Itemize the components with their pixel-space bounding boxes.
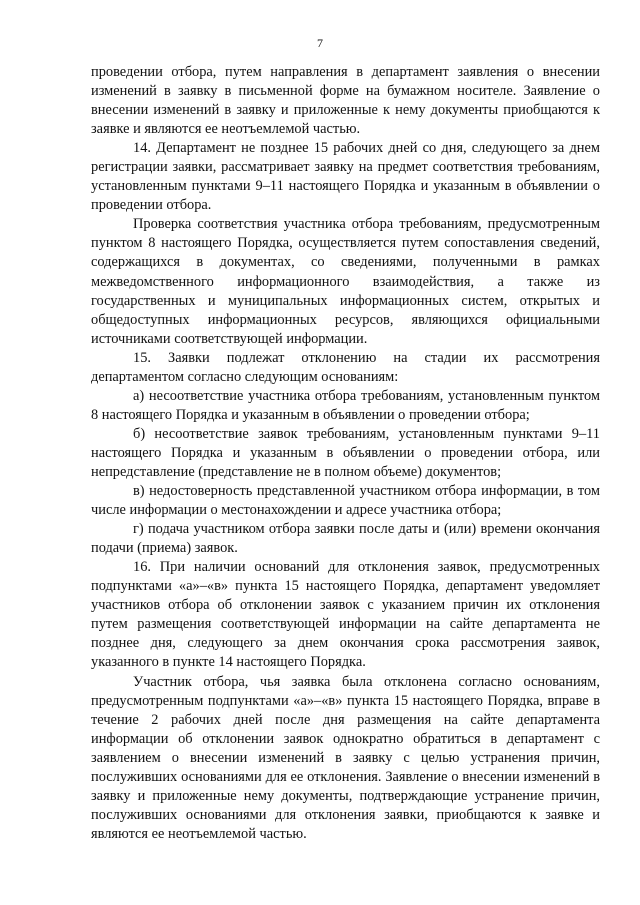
paragraph-item-15: 15. Заявки подлежат отклонению на стадии их рассмотрения департаментом согласно следующим основаниям:: [91, 349, 600, 385]
subparagraph-v: в) недостоверность представленной участником отбора информации, в том числе информации о местонахождении и адресе участника отбора;: [91, 483, 600, 519]
subparagraph-a: а) несоответствие участника отбора требованиям, установленным пунктом 8 настоящего Порядка и указанным в объявлении о проведении отбора;: [91, 387, 600, 423]
paragraph-verification: Проверка соответствия участника отбора требованиям, предусмотренным пунктом 8 настоящего Порядка, осуществляется путем сопоставления сведений, содержащихся в документах, со сведениями, полученными в рамках межведомственного информационного взаимодействия, а также из государственных и муниципальных информационных систем, открытых и общедоступных информационных ресурсов, являющихся официальными источниками соответствующей информации.: [91, 216, 600, 347]
paragraph-item-16: 16. При наличии оснований для отклонения заявок, предусмотренных подпунктами «а»–«в» пункта 15 настоящего Порядка, департамент уведомляет участников отбора об отклонении заявок с указанием причин их отклонения путем размещения соответствующей информации на сайте департамента не позднее дня, следующего за днем окончания срока рассмотрения заявок, указанного в пункте 14 настоящего Порядка.: [91, 559, 600, 671]
document-body: [91, 63, 600, 844]
paragraph-continuation: проведении отбора, путем направления в департамент заявления о внесении изменений в заявку в письменной форме на бумажном носителе. Заявление о внесении изменений в заявку и приложенные к нему документы приобщаются к заявке и являются ее неотъемлемой частью.: [91, 64, 600, 138]
paragraph-resubmission: Участник отбора, чья заявка была отклонена согласно основаниям, предусмотренным подпунктами «а»–«в» пункта 15 настоящего Порядка, вправе в течение 2 рабочих дней после дня размещения на сайте департамента информации об отклонении заявок однократно обратиться в департамент с заявлением о внесении изменений в заявку с целью устранения причин, послуживших основаниями для ее отклонения. Заявление о внесении изменений в заявку и приложенные нему документы, подтверждающие устранение причин, послуживших основаниями для отклонения заявки, приобщаются к заявке и являются ее неотъемлемой частью.: [91, 673, 600, 842]
page-number: 7: [317, 36, 323, 50]
subparagraph-b: б) несоответствие заявок требованиям, установленным пунктами 9–11 настоящего Порядка и указанным в объявлении о проведении отбора, или непредставление (представление не в полном объеме) документов;: [91, 425, 600, 480]
paragraph-item-14: 14. Департамент не позднее 15 рабочих дней со дня, следующего за днем регистрации заявки, рассматривает заявку на предмет соответствия требованиям, установленным пунктами 9–11 настоящего Порядка и указанным в объявлении о проведении отбора.: [91, 140, 600, 214]
subparagraph-g: г) подача участником отбора заявки после даты и (или) времени окончания подачи (приема) заявок.: [91, 521, 600, 557]
